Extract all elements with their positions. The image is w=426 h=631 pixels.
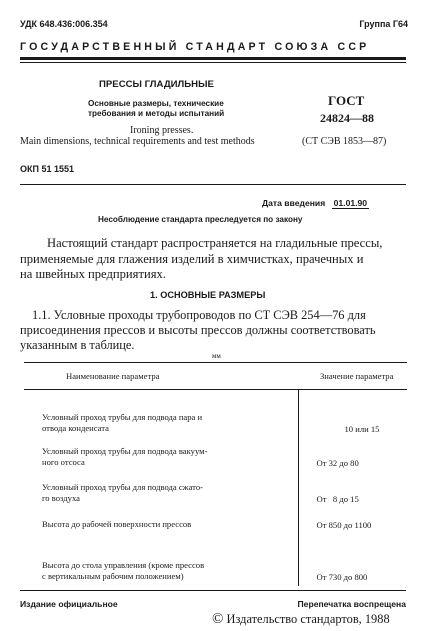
table-row xyxy=(24,534,407,586)
parameter-line-2: отвода конденсата xyxy=(42,422,109,433)
parameter-line-2: с вертикальным рабочим положением) xyxy=(42,570,184,581)
value-cell: 10 или 15 xyxy=(298,390,407,438)
column-header-parameter: Наименование параметра xyxy=(24,363,298,390)
parameter-line-2: ного отсоса xyxy=(42,456,85,467)
value-cell: От 8 до 15 xyxy=(298,472,407,508)
parameter-line-1: Высота до рабочей поверхности прессов xyxy=(42,518,192,529)
section-para-line-2: присоединения прессов и высоты прессов должны соответствовать xyxy=(20,323,376,337)
parameter-cell xyxy=(24,390,298,438)
group-code: Группа Г64 xyxy=(359,19,408,29)
standard-title: ГОСУДАРСТВЕННЫЙ СТАНДАРТ СОЮЗА ССР xyxy=(20,41,370,53)
title-en-line-1: Ironing presses. xyxy=(130,125,194,136)
title-block-rule xyxy=(20,184,406,185)
cmea-reference: (СТ СЭВ 1853—87) xyxy=(302,136,387,147)
footer-rule xyxy=(20,590,406,591)
value-cell: От 32 до 80 xyxy=(298,438,407,472)
scope-line-1: Настоящий стандарт распространяется на гладильные прессы, xyxy=(47,236,383,250)
table-row xyxy=(24,508,407,534)
parameter-line-1: Условный проход трубы для подвода вакуум- xyxy=(42,445,208,456)
prosecution-notice: Несоблюдение стандарта преследуется по закону xyxy=(98,215,303,224)
parameter-cell xyxy=(24,472,298,508)
document-title: ПРЕССЫ ГЛАДИЛЬНЫЕ xyxy=(99,79,214,90)
value-cell: От 730 до 800 xyxy=(298,534,407,586)
gost-number: 24824—88 xyxy=(320,111,374,125)
title-en-line-2: Main dimensions, technical requirements and test methods xyxy=(20,136,255,147)
parameter-line-1: Условный проход трубы для подвода сжато- xyxy=(42,481,203,492)
effective-date-value: 01.01.90 xyxy=(333,198,368,208)
copyright-symbol: © xyxy=(212,611,224,627)
parameter-line-1: Высота до стола управления (кроме прессов xyxy=(42,559,205,570)
table-row xyxy=(24,390,407,438)
header-rule-thick xyxy=(20,57,406,60)
scope-line-2: применяемые для глажения изделий в химчистках, прачечных и xyxy=(20,252,364,266)
value-cell: От 850 до 1100 xyxy=(298,508,407,534)
table-row xyxy=(24,472,407,508)
scope-line-3: на швейных предприятиях. xyxy=(20,267,166,281)
date-label xyxy=(262,198,369,209)
header-rule-thin xyxy=(20,62,406,63)
reprint-notice: Перепечатка воспрещена xyxy=(297,599,406,609)
section-para-line-1: 1.1. Условные проходы трубопроводов по СТ СЭВ 254—76 для xyxy=(32,308,366,322)
parameter-line-2: го воздуха xyxy=(42,492,80,503)
section-para-line-3: указанным в таблице. xyxy=(20,338,135,352)
table-header-row xyxy=(24,363,407,390)
subtitle-line-1: Основные размеры, технические xyxy=(88,99,224,108)
subtitle-line-2: требования и методы испытаний xyxy=(88,109,225,118)
table-unit: мм xyxy=(212,352,221,360)
parameter-cell xyxy=(24,534,298,586)
column-header-value: Значение параметра xyxy=(298,363,407,390)
udk-code: УДК 648.436:006.354 xyxy=(20,19,108,29)
publisher-name: Издательство стандартов, 1988 xyxy=(226,612,390,626)
copyright-line xyxy=(212,611,390,628)
okp-code: ОКП 51 1551 xyxy=(20,164,74,174)
parameter-line-1: Условный проход трубы для подвода пара и xyxy=(42,411,203,422)
section-heading: 1. ОСНОВНЫЕ РАЗМЕРЫ xyxy=(150,290,266,300)
table-row xyxy=(24,438,407,472)
parameters-table xyxy=(24,362,407,586)
effective-date-label: Дата введения xyxy=(262,198,326,208)
gost-label: ГОСТ xyxy=(328,93,365,108)
parameter-cell xyxy=(24,508,298,534)
official-edition: Издание официальное xyxy=(20,599,118,609)
parameter-cell xyxy=(24,438,298,472)
